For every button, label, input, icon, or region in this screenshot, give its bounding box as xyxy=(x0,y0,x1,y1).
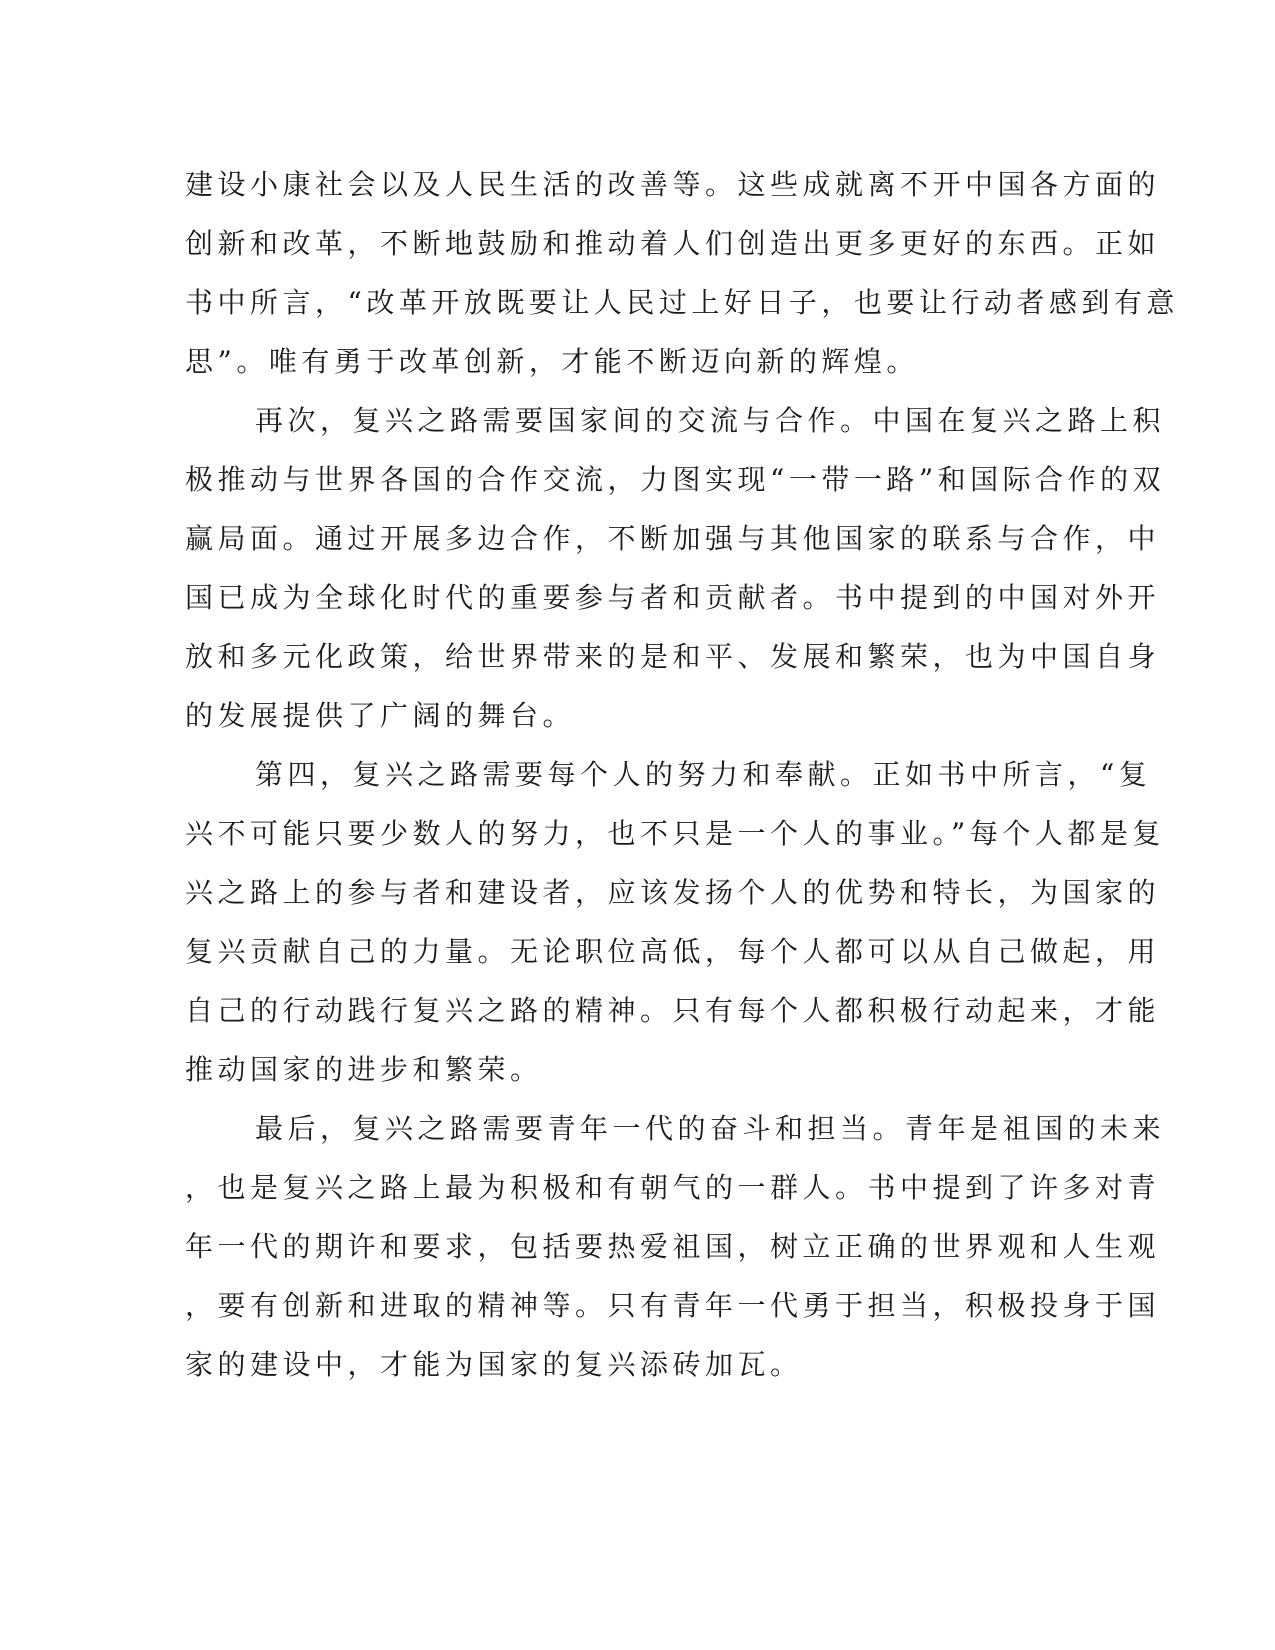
paragraph xyxy=(185,155,1179,391)
text-line: 第四，复兴之路需要每个人的努力和奉献。正如书中所言，“复 xyxy=(255,758,1152,791)
text-line: 思”。唯有勇于改革创新，才能不断迈向新的辉煌。 xyxy=(185,345,919,378)
paragraph xyxy=(185,391,1166,745)
text-line: 极推动与世界各国的合作交流，力图实现“一带一路”和国际合作的双 xyxy=(185,463,1166,496)
text-line: 放和多元化政策，给世界带来的是和平、发展和繁荣，也为中国自身 xyxy=(185,640,1161,673)
text-line: 再次，复兴之路需要国家间的交流与合作。中国在复兴之路上积 xyxy=(255,404,1166,437)
paragraph xyxy=(185,745,1165,1099)
paragraph xyxy=(185,1099,1166,1394)
text-line: 兴不可能只要少数人的努力，也不只是一个人的事业。”每个人都是复 xyxy=(185,817,1165,850)
text-line: 复兴贡献自己的力量。无论职位高低，每个人都可以从自己做起，用 xyxy=(185,935,1161,968)
text-line: 家的建设中，才能为国家的复兴添砖加瓦。 xyxy=(185,1348,803,1381)
text-line: 建设小康社会以及人民生活的改善等。这些成就离不开中国各方面的 xyxy=(185,168,1161,201)
text-line: ，要有创新和进取的精神等。只有青年一代勇于担当，积极投身于国 xyxy=(185,1289,1161,1322)
body-text xyxy=(185,155,1179,1394)
text-line: ，也是复兴之路上最为积极和有朝气的一群人。书中提到了许多对青 xyxy=(185,1171,1161,1204)
text-line: 兴之路上的参与者和建设者，应该发扬个人的优势和特长，为国家的 xyxy=(185,876,1161,909)
text-line: 自己的行动践行复兴之路的精神。只有每个人都积极行动起来，才能 xyxy=(185,994,1161,1027)
text-line: 的发展提供了广阔的舞台。 xyxy=(185,699,576,732)
text-line: 年一代的期许和要求，包括要热爱祖国，树立正确的世界观和人生观 xyxy=(185,1230,1161,1263)
text-line: 推动国家的进步和繁荣。 xyxy=(185,1053,543,1086)
text-line: 书中所言，“改革开放既要让人民过上好日子，也要让行动者感到有意 xyxy=(185,286,1179,319)
text-line: 赢局面。通过开展多边合作，不断加强与其他国家的联系与合作，中 xyxy=(185,522,1161,555)
text-line: 创新和改革，不断地鼓励和推动着人们创造出更多更好的东西。正如 xyxy=(185,227,1161,260)
text-line: 国已成为全球化时代的重要参与者和贡献者。书中提到的中国对外开 xyxy=(185,581,1161,614)
text-line: 最后，复兴之路需要青年一代的奋斗和担当。青年是祖国的未来 xyxy=(255,1112,1166,1145)
